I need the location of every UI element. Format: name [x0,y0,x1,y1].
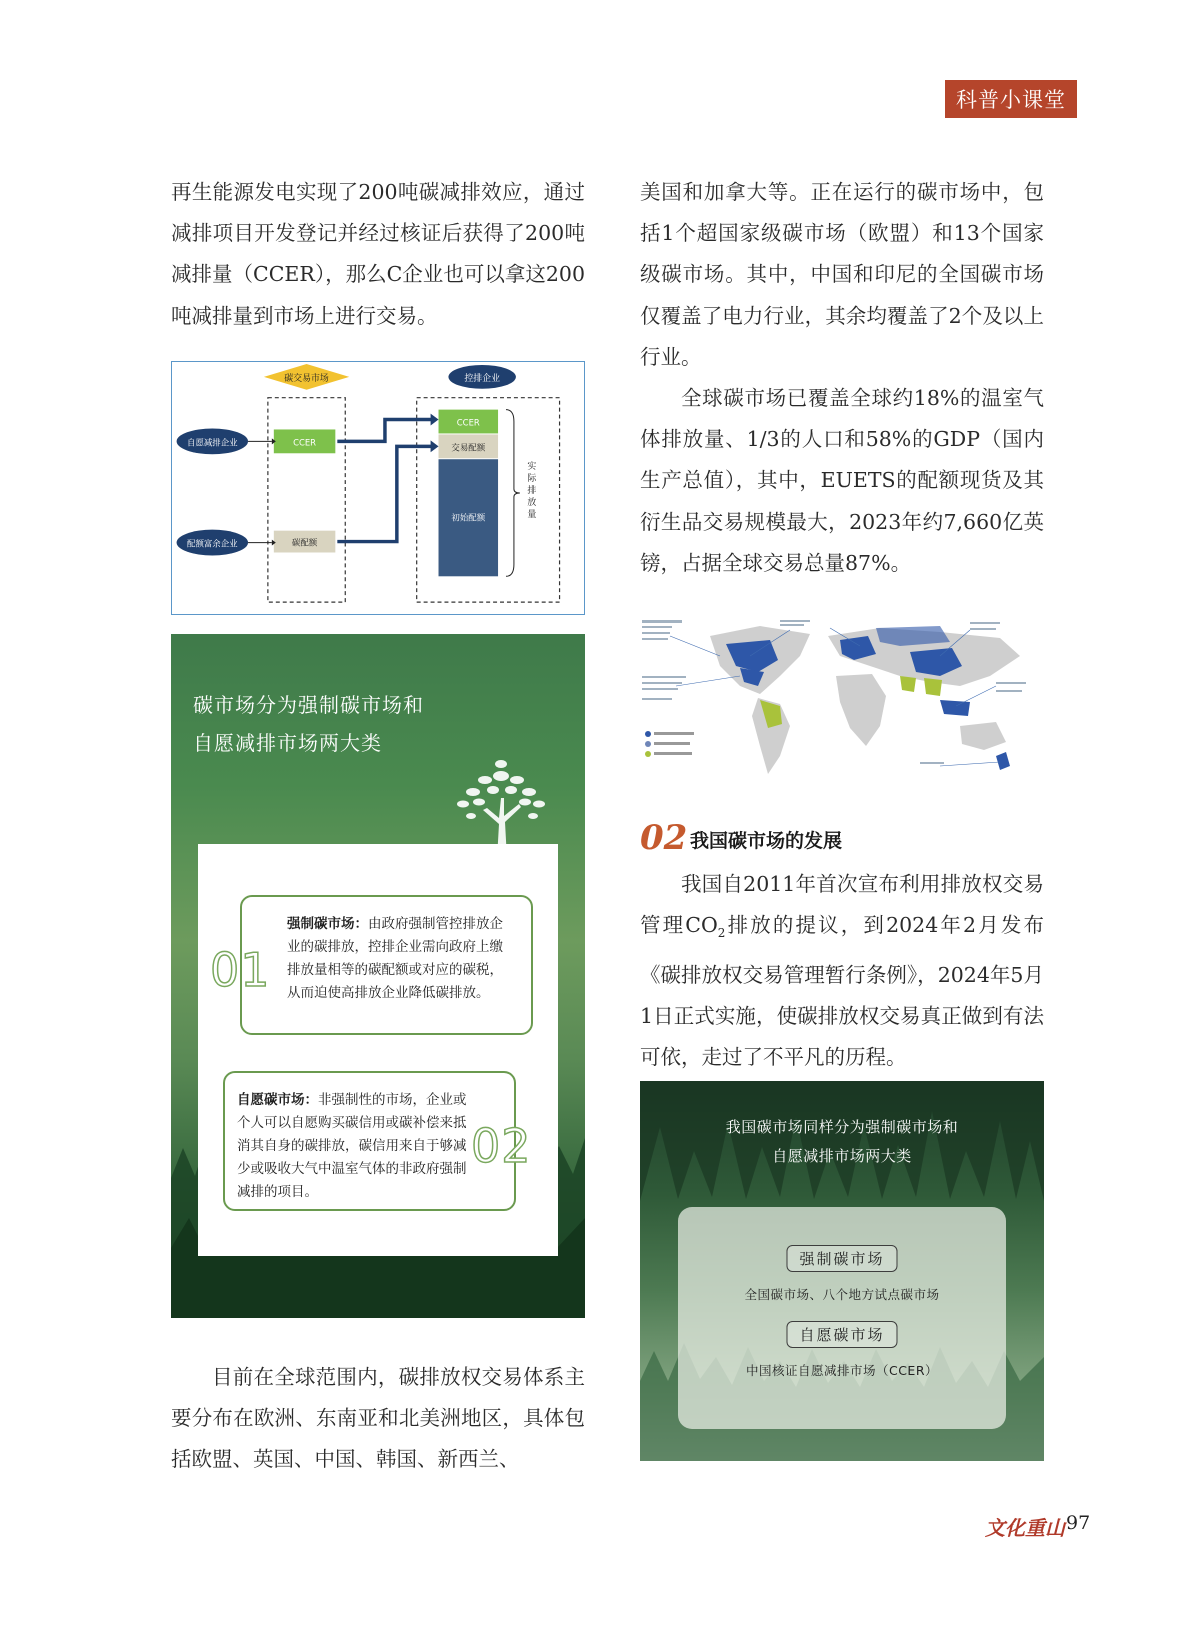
mandatory-market-desc: 全国碳市场、八个地方试点碳市场 [744,1287,940,1302]
market-summary-card [678,1207,1006,1429]
carbon-trade-flow-diagram [171,361,585,615]
heading-line-2: 自愿减排市场两大类 [193,731,382,755]
paragraph-part: 排放的提议，到2024年2月发布《碳排放权交易管理暂行条例》，2024年5月1日正式实施，使碳排放权交易真正做到有法可依，走过了不平凡的历程。 [640,913,1044,1069]
left-column-top [171,172,585,337]
paragraph-part: 我国自2011年首次宣布利用排放权交易管理CO [640,872,1044,938]
heading-line-1: 我国碳市场同样分为强制碳市场和 [725,1118,959,1136]
svg-text:排: 排 [527,485,537,496]
stack-initial: 初始配额 [451,512,486,523]
item-number: 02 [471,1119,532,1173]
section-title: 我国碳市场的发展 [690,830,843,852]
mandatory-market-text [287,913,515,1005]
item-description: 由政府强制管控排放企业的碳排放，控排企业需向政府上缴排放量相等的碳配额或对应的碳税，从而迫使高排放企业降低碳排放。 [287,916,503,1001]
actual-emission-label [527,460,537,520]
svg-text:际: 际 [527,474,537,485]
item-title: 强制碳市场： [287,916,368,932]
control-label: 控排企业 [464,373,500,384]
voluntary-market-text [237,1089,469,1204]
body-paragraph: 目前在全球范围内，碳排放权交易体系主要分布在欧洲、东南亚和北美洲地区，具体包括欧盟、英国、中国、韩国、新西兰、 [171,1365,585,1472]
subscript: 2 [717,926,726,941]
world-carbon-market-map [640,616,1044,787]
surplus-company-label: 配额富余企业 [187,538,238,549]
body-paragraph: 再生能源发电实现了200吨碳减排效应，通过减排项目开发登记并经过核证后获得了200吨减排量（CCER），那么C企业也可以拿这200吨减排量到市场上进行交易。 [171,180,585,328]
magazine-logo: 文化重山 [985,1516,1065,1540]
panel-heading [193,686,424,762]
mandatory-market-box [210,895,533,1035]
section-tag: 科普小课堂 [945,80,1077,118]
stack-trade: 交易配额 [451,442,486,453]
item-description: 非强制性的市场，企业或个人可以自愿购买碳信用或碳补偿来抵消其自身的碳排放，碳信用来自于够减少或吸收大气中温室气体的非政府强制减排的项目。 [237,1092,467,1200]
voluntary-market-pill: 自愿碳市场 [786,1321,897,1348]
ccer-box: CCER [293,437,317,448]
item-title: 自愿碳市场： [237,1092,318,1108]
info-card [198,844,558,1256]
body-paragraph [640,864,1044,1078]
right-column-top [640,172,1044,584]
svg-text:实: 实 [527,462,537,473]
voluntary-company-label: 自愿减排企业 [187,437,238,448]
body-paragraph: 美国和加拿大等。正在运行的碳市场中，包括1个超国家级碳市场（欧盟）和13个国家级碳市场。其中，中国和印尼的全国碳市场仅覆盖了电力行业，其余均覆盖了2个及以上行业。 [640,180,1044,369]
stack-ccer: CCER [456,417,480,428]
section-number: 02 [640,818,688,858]
market-label: 碳交易市场 [284,373,329,384]
heading-line-2: 自愿减排市场两大类 [772,1147,912,1165]
body-paragraph: 全球碳市场已覆盖全球约18%的温室气体排放量、1/3的人口和58%的GDP（国内生产总值），其中，EUETS的配额现货及其衍生品交易规模最大，2023年约7,660亿英镑，占据全球交易总量87%。 [640,386,1044,575]
voluntary-market-box [223,1071,532,1211]
carbon-quota-box: 碳配额 [291,537,318,548]
china-carbon-market-panel [640,1081,1044,1461]
mandatory-market-pill: 强制碳市场 [786,1245,897,1272]
svg-text:量: 量 [527,509,537,520]
carbon-market-types-panel [171,634,585,1318]
voluntary-market-desc: 中国核证自愿减排市场（CCER） [745,1363,939,1378]
heading-line-1: 碳市场分为强制碳市场和 [193,693,424,717]
right-column-middle [640,864,1044,1078]
left-column-bottom [171,1357,585,1481]
svg-text:放: 放 [527,497,537,508]
item-number: 01 [210,943,271,997]
page-number: 97 [1066,1512,1091,1534]
panel-heading [640,1113,1044,1171]
